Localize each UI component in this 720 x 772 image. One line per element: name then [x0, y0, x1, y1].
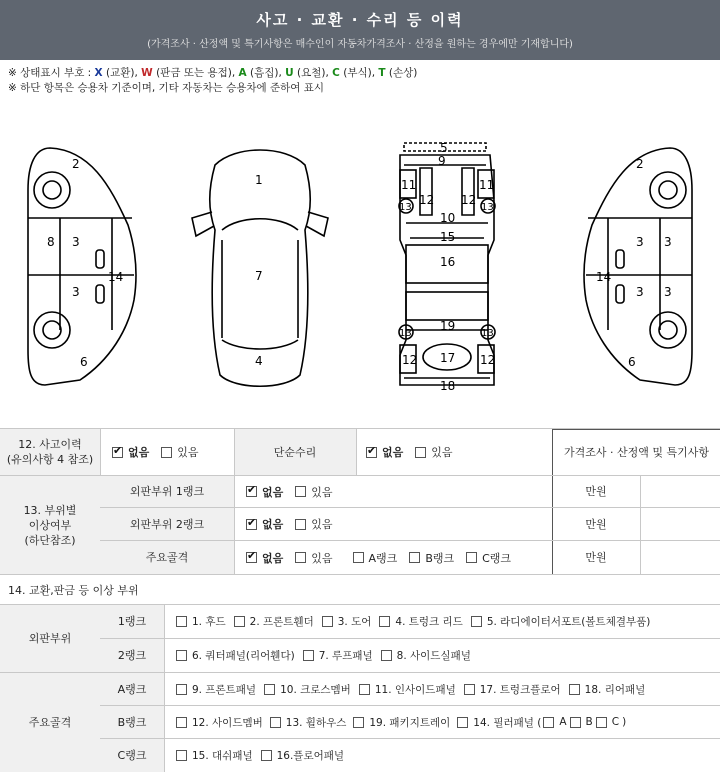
label-left-2: 2 — [72, 157, 80, 171]
side-sill-checkbox[interactable] — [381, 650, 392, 661]
label-right-6: 6 — [628, 355, 636, 369]
page-subtitle: (가격조사 · 산정액 및 특기사항은 매수인이 자동차가격조사 · 산정을 원하는 경우에만 기재합니다) — [147, 39, 573, 50]
rank1-no-checkbox[interactable] — [246, 486, 257, 497]
status-code-legend: ※ 상태표시 부호 : X (교환), W (판금 또는 용접), A (흠집), U (요철), C (부식), T (손상) — [8, 67, 418, 79]
radiator-support-checkbox[interactable] — [471, 616, 482, 627]
outer-rank1-label: 외판부위 1랭크 — [100, 476, 234, 507]
accident-row — [0, 428, 720, 476]
code-u: U — [285, 67, 294, 79]
rank2-yes-checkbox[interactable] — [295, 519, 306, 530]
simple-repair-label: 단순수리 — [234, 429, 356, 475]
outer-rank2-name: 2랭크 — [100, 639, 164, 672]
frame-rankA-row: A랭크 9. 프론트패널 10. 크로스멤버 11. 인사이드패널 17. 트렁크플로어 18. 리어패널 — [100, 673, 720, 706]
pillar-c-checkbox[interactable] — [596, 717, 607, 728]
door-checkbox[interactable] — [322, 616, 333, 627]
right-side-view — [584, 148, 692, 385]
label-left-6: 6 — [80, 355, 88, 369]
simple-no-checkbox[interactable] — [366, 447, 377, 458]
left-side-view — [28, 148, 136, 385]
label-frame-12d: 12 — [480, 353, 496, 367]
code-t: T — [378, 67, 386, 79]
label-right-14: 14 — [596, 270, 612, 284]
parts-label: 13. 부위별 이상여부 (하단참조) — [0, 476, 100, 574]
label-top-1: 1 — [255, 173, 263, 187]
floor-panel-checkbox[interactable] — [261, 750, 272, 761]
frame-a-checkbox[interactable] — [353, 552, 364, 563]
label-frame-17: 17 — [440, 351, 456, 365]
accident-no-checkbox[interactable] — [112, 447, 123, 458]
trunk-lid-checkbox[interactable] — [379, 616, 390, 627]
label-frame-12c: 12 — [402, 353, 418, 367]
outer-rank2-row: 외판부위 2랭크 ✔ 없음 있음 만원 — [100, 508, 720, 541]
outer-label: 외판부위 — [0, 605, 100, 672]
label-right-3c: 3 — [636, 285, 644, 299]
label-top-7: 7 — [255, 269, 263, 283]
main-frame-row: 주요골격 ✔ 없음 있음 A랭크 B랭크 C랭크 만원 — [100, 541, 720, 575]
special-notes-header: 가격조사 · 산정액 및 특기사항 — [552, 429, 720, 475]
frame-c-checkbox[interactable] — [466, 552, 477, 563]
trunk-floor-checkbox[interactable] — [464, 684, 475, 695]
rear-panel-checkbox[interactable] — [569, 684, 580, 695]
label-frame-12a: 12 — [419, 193, 435, 207]
pillar-a-checkbox[interactable] — [543, 717, 554, 728]
pillar-panel-checkbox[interactable] — [457, 717, 468, 728]
accident-yes-checkbox[interactable] — [161, 447, 172, 458]
dash-panel-checkbox[interactable] — [176, 750, 187, 761]
label-frame-12b: 12 — [461, 193, 477, 207]
section14-row — [0, 575, 720, 605]
label-left-3a: 3 — [72, 235, 80, 249]
pillar-b-checkbox[interactable] — [570, 717, 581, 728]
frame-rankA-name: A랭크 — [100, 673, 164, 705]
label-frame-10: 10 — [440, 211, 456, 225]
outer-rank1-row: 외판부위 1랭크 ✔ 없음 있음 만원 — [100, 476, 720, 508]
label-top-4: 4 — [255, 354, 263, 368]
section-header — [0, 0, 720, 60]
rank1-yes-checkbox[interactable] — [295, 486, 306, 497]
label-frame-11b: 11 — [479, 178, 495, 192]
package-tray-checkbox[interactable] — [353, 717, 364, 728]
page-title: 사고 · 교환 · 수리 등 이력 — [256, 11, 464, 29]
label-left-3b: 3 — [72, 285, 80, 299]
rank1-unit: 만원 — [552, 476, 640, 507]
frame-b-checkbox[interactable] — [409, 552, 420, 563]
legend-notes — [8, 66, 417, 96]
outer-rank2-items-row: 2랭크 6. 쿼터패널(리어휀다) 7. 루프패널 8. 사이드실패널 — [100, 639, 720, 673]
frame-rankC-name: C랭크 — [100, 739, 164, 772]
label-frame-13c: 13 — [481, 202, 494, 213]
frame-rankC-row: C랭크 15. 대쉬패널 16.플로어패널 — [100, 739, 720, 772]
label-frame-11a: 11 — [401, 178, 417, 192]
code-c: C — [332, 67, 340, 79]
frame-rankB-name: B랭크 — [100, 706, 164, 738]
label-right-3a: 3 — [636, 235, 644, 249]
label-frame-9: 9 — [438, 154, 446, 168]
label-frame-16: 16 — [440, 255, 456, 269]
front-panel-checkbox[interactable] — [176, 684, 187, 695]
rank2-no-checkbox[interactable] — [246, 519, 257, 530]
frame-label: 주요골격 — [0, 673, 100, 772]
cross-member-checkbox[interactable] — [264, 684, 275, 695]
side-member-checkbox[interactable] — [176, 717, 187, 728]
label-right-3b: 3 — [664, 235, 672, 249]
hood-checkbox[interactable] — [176, 616, 187, 627]
code-a: A — [238, 67, 247, 79]
simple-yes-checkbox[interactable] — [415, 447, 426, 458]
label-frame-13a: 13 — [399, 202, 412, 213]
label-frame-5: 5 — [440, 141, 448, 155]
outer-rank1-items-row: 1랭크 1. 후드 2. 프론트휀더 3. 도어 4. 트렁크 리드 5. 라디에이터서포트(볼트체결부품) — [100, 605, 720, 639]
frame-no-checkbox[interactable] — [246, 552, 257, 563]
label-right-2: 2 — [636, 157, 644, 171]
code-x: X — [94, 67, 103, 79]
accident-label: 12. 사고이력 (유의사항 4 참조) — [0, 429, 100, 475]
top-view — [192, 150, 328, 386]
roof-panel-checkbox[interactable] — [303, 650, 314, 661]
frame-view — [399, 141, 495, 393]
label-frame-15: 15 — [440, 230, 456, 244]
label-frame-13b: 13 — [481, 328, 494, 339]
simple-repair-options: ✔ 없음 있음 — [366, 429, 546, 475]
car-diagram — [0, 120, 720, 420]
code-w: W — [141, 67, 153, 79]
wheel-house-checkbox[interactable] — [270, 717, 281, 728]
front-fender-checkbox[interactable] — [234, 616, 245, 627]
rank2-unit: 만원 — [552, 508, 640, 540]
label-frame-13d: 13 — [399, 328, 412, 339]
outer-rank2-label: 외판부위 2랭크 — [100, 508, 234, 540]
frame-yes-checkbox[interactable] — [295, 552, 306, 563]
frame-unit: 만원 — [552, 541, 640, 574]
quarter-panel-checkbox[interactable] — [176, 650, 187, 661]
standard-note: ※ 하단 항목은 승용차 기준이며, 기타 자동차는 승용차에 준하여 표시 — [8, 82, 325, 94]
label-right-3d: 3 — [664, 285, 672, 299]
label-left-8: 8 — [47, 235, 55, 249]
label-frame-19: 19 — [440, 319, 456, 333]
frame-rankB-row: B랭크 12. 사이드멤버 13. 휠하우스 19. 패키지트레이 14. 필러패널 ( A B C ) — [100, 706, 720, 739]
label-frame-18: 18 — [440, 379, 456, 393]
inside-panel-checkbox[interactable] — [359, 684, 370, 695]
main-frame-label: 주요골격 — [100, 541, 234, 574]
outer-rank1-name: 1랭크 — [100, 605, 164, 638]
label-left-14: 14 — [108, 270, 124, 284]
accident-options: ✔ 없음 있음 — [112, 429, 232, 475]
section14-title: 14. 교환,판금 등 이상 부위 — [8, 583, 139, 597]
